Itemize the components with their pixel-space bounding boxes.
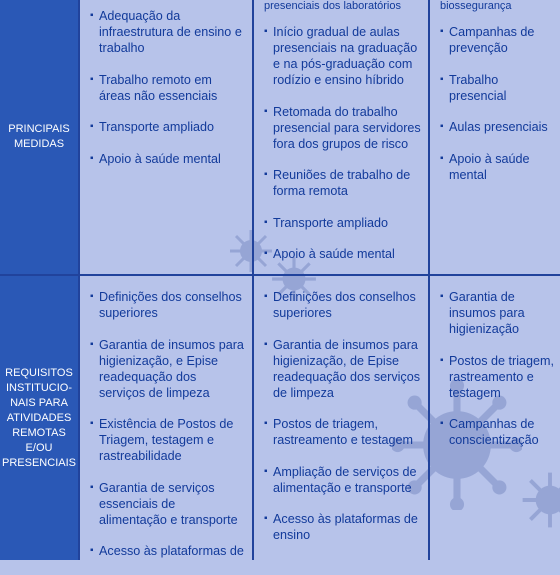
- list-item: ▪ Trabalho remoto em áreas não essenciais: [90, 72, 246, 104]
- list-item: ▪ Acesso às plataformas de: [90, 543, 246, 559]
- list-item: ▪ Definições dos conselhos superiores: [90, 289, 246, 321]
- row-label-line: ATIVIDADES: [6, 411, 72, 424]
- cell-r2-c3: [430, 289, 560, 464]
- list-item: ▪ Transporte ampliado: [264, 215, 422, 231]
- cell-r2-c1: [80, 289, 252, 575]
- row-label-line: MEDIDAS: [13, 138, 65, 150]
- cell-top-fragment: presenciais dos laboratórios: [264, 0, 401, 12]
- list-item: ▪ Início gradual de aulas presenciais na graduação e na pós-graduação com rodízio e ensino híbrido: [264, 24, 422, 88]
- cell-top-fragment: biossegurança: [440, 0, 512, 12]
- list-item: ▪ Transporte ampliado: [90, 119, 246, 135]
- cell-r1-c3: [430, 0, 560, 198]
- list-item: ▪ Aulas presenciais: [440, 119, 554, 135]
- list-item: ▪ Garantia de serviços essenciais de alimentação e transporte: [90, 480, 246, 528]
- list-item: ▪ Apoio à saúde mental: [440, 151, 554, 183]
- list-item: ▪ Ampliação de serviços de alimentação e transporte: [264, 464, 422, 496]
- list-item: ▪ Apoio à saúde mental: [264, 246, 422, 262]
- list-item: ▪ Campanhas de prevenção: [440, 24, 554, 56]
- row-label-line: PRINCIPAIS: [8, 123, 70, 135]
- list-item: ▪ Adequação da infraestrutura de ensino e trabalho: [90, 8, 246, 56]
- cell-r1-c1: [80, 8, 252, 182]
- list-item: ▪ Campanhas de conscientização: [440, 416, 554, 448]
- virus-icon: [520, 470, 560, 530]
- list-item: ▪ Existência de Postos de Triagem, testagem e rastreabilidade: [90, 416, 246, 464]
- row-label-line: NAIS PARA: [10, 396, 68, 409]
- row-label-line: E/OU: [25, 441, 53, 454]
- list-item: ▪ Garantia de insumos para higienização, de Epise readequação dos serviços de limpeza: [264, 337, 422, 401]
- list-item: ▪ Garantia de insumos para higienização, e Epise readequação dos serviços de limpeza: [90, 337, 246, 401]
- list-item: ▪ Acesso às plataformas de ensino: [264, 511, 422, 543]
- cell-r2-c2: [254, 289, 428, 559]
- row-label-line: PRESENCIAIS: [2, 456, 76, 469]
- row-label-line: REMOTAS: [12, 426, 66, 439]
- list-item: ▪ Definições dos conselhos superiores: [264, 289, 422, 321]
- list-item: ▪ Reuniões de trabalho de forma remota: [264, 167, 422, 199]
- list-item: ▪ Postos de triagem, rastreamento e testagem: [440, 353, 554, 401]
- row-label-principais-medidas: [0, 0, 78, 274]
- list-item: ▪ Postos de triagem, rastreamento e testagem: [264, 416, 422, 448]
- list-item: ▪ Apoio à saúde mental: [90, 151, 246, 167]
- row-label-line: INSTITUCIO-: [6, 381, 72, 394]
- list-item: ▪ Garantia de insumos para higienização: [440, 289, 554, 337]
- row-label-line: REQUISITOS: [5, 366, 73, 379]
- row-label-requisitos: [0, 276, 78, 560]
- cell-r1-c2: [254, 0, 428, 278]
- list-item: ▪ Retomada do trabalho presencial para servidores fora dos grupos de risco: [264, 104, 422, 152]
- list-item: ▪ Trabalho presencial: [440, 72, 554, 104]
